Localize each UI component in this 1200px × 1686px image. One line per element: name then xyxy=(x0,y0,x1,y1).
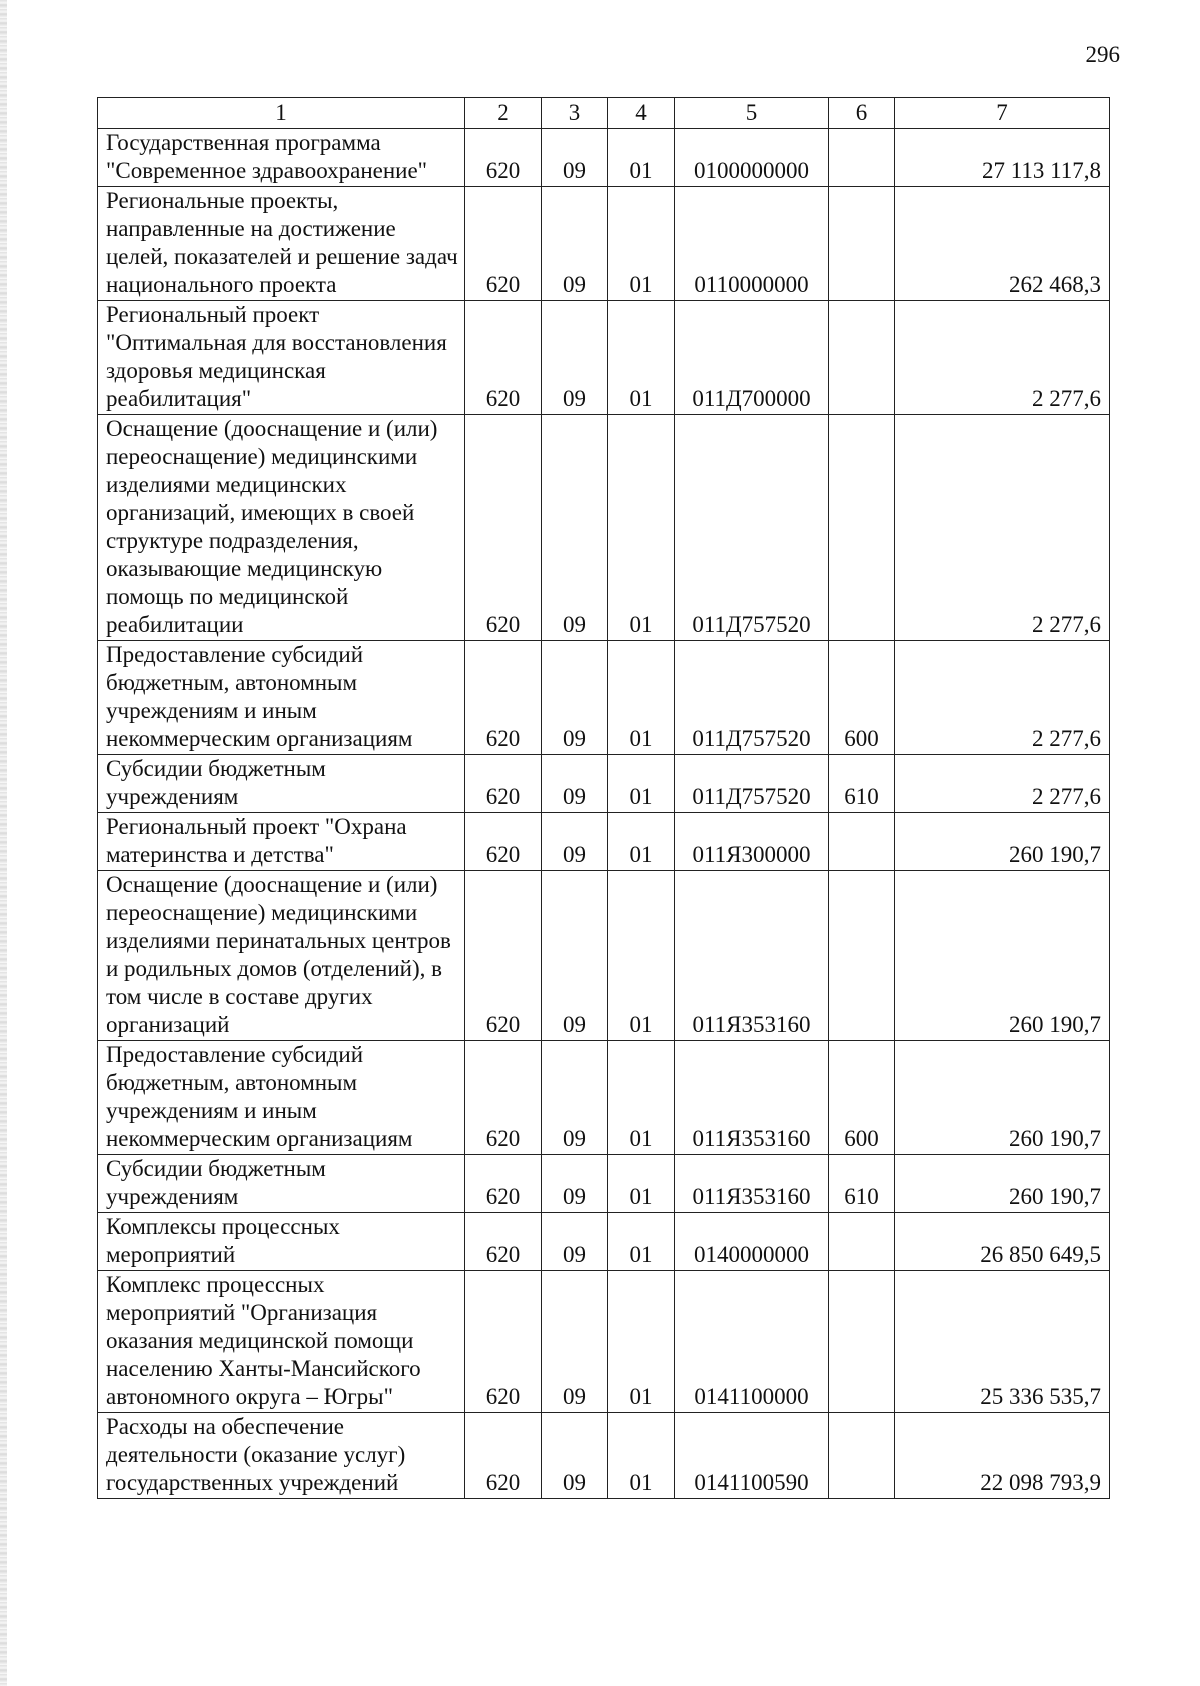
row-name: Субсидии бюджетным учреждениям xyxy=(98,1155,465,1213)
table-row xyxy=(98,1041,1110,1155)
column-header-2: 2 xyxy=(465,98,542,129)
row-name: Региональный проект "Охрана материнства и детства" xyxy=(98,813,465,871)
cell-col-6: 610 xyxy=(829,755,895,813)
column-header-4: 4 xyxy=(608,98,675,129)
cell-amount: 260 190,7 xyxy=(895,1155,1110,1213)
cell-amount: 260 190,7 xyxy=(895,1041,1110,1155)
cell-col-6 xyxy=(829,301,895,415)
cell-col-5: 011Я353160 xyxy=(675,1041,829,1155)
cell-amount: 27 113 117,8 xyxy=(895,129,1110,187)
cell-col-6 xyxy=(829,1213,895,1271)
table-row xyxy=(98,871,1110,1041)
cell-col-6: 600 xyxy=(829,1041,895,1155)
header-row xyxy=(98,98,1110,129)
table-row xyxy=(98,415,1110,641)
cell-amount: 262 468,3 xyxy=(895,187,1110,301)
cell-col-5: 0141100590 xyxy=(675,1413,829,1499)
cell-amount: 2 277,6 xyxy=(895,755,1110,813)
cell-col-6 xyxy=(829,813,895,871)
cell-col-4: 01 xyxy=(608,301,675,415)
scan-edge xyxy=(0,0,7,1686)
cell-col-6 xyxy=(829,129,895,187)
cell-col-3: 09 xyxy=(542,415,608,641)
cell-col-2: 620 xyxy=(465,187,542,301)
table-row xyxy=(98,1155,1110,1213)
cell-col-5: 0110000000 xyxy=(675,187,829,301)
cell-col-4: 01 xyxy=(608,641,675,755)
cell-col-3: 09 xyxy=(542,1213,608,1271)
cell-col-3: 09 xyxy=(542,301,608,415)
cell-amount: 2 277,6 xyxy=(895,415,1110,641)
cell-col-5: 011Я353160 xyxy=(675,871,829,1041)
column-header-6: 6 xyxy=(829,98,895,129)
cell-col-3: 09 xyxy=(542,871,608,1041)
table-row xyxy=(98,301,1110,415)
cell-amount: 260 190,7 xyxy=(895,813,1110,871)
row-name: Расходы на обеспечение деятельности (оказание услуг) государственных учреждений xyxy=(98,1413,465,1499)
cell-col-4: 01 xyxy=(608,813,675,871)
cell-col-2: 620 xyxy=(465,641,542,755)
cell-col-4: 01 xyxy=(608,755,675,813)
cell-col-5: 0141100000 xyxy=(675,1271,829,1413)
cell-col-4: 01 xyxy=(608,1213,675,1271)
table-row xyxy=(98,129,1110,187)
cell-col-5: 0100000000 xyxy=(675,129,829,187)
cell-col-3: 09 xyxy=(542,187,608,301)
row-name: Оснащение (дооснащение и (или) переоснащение) медицинскими изделиями медицинских организаций, имеющих в своей структуре подразделения, оказывающие медицинскую помощь по медицинской реабилитации xyxy=(98,415,465,641)
cell-col-6: 600 xyxy=(829,641,895,755)
cell-col-2: 620 xyxy=(465,1041,542,1155)
cell-col-6 xyxy=(829,415,895,641)
cell-col-3: 09 xyxy=(542,1155,608,1213)
cell-col-2: 620 xyxy=(465,129,542,187)
table-row xyxy=(98,187,1110,301)
row-name: Комплексы процессных мероприятий xyxy=(98,1213,465,1271)
cell-col-2: 620 xyxy=(465,1271,542,1413)
cell-col-5: 011Я300000 xyxy=(675,813,829,871)
table-row xyxy=(98,1271,1110,1413)
cell-col-3: 09 xyxy=(542,1271,608,1413)
cell-col-3: 09 xyxy=(542,1041,608,1155)
cell-col-2: 620 xyxy=(465,755,542,813)
cell-col-3: 09 xyxy=(542,813,608,871)
cell-col-6 xyxy=(829,1271,895,1413)
cell-col-6 xyxy=(829,1413,895,1499)
cell-col-4: 01 xyxy=(608,129,675,187)
row-name: Региональные проекты, направленные на достижение целей, показателей и решение задач национального проекта xyxy=(98,187,465,301)
column-header-1: 1 xyxy=(98,98,465,129)
row-name: Субсидии бюджетным учреждениям xyxy=(98,755,465,813)
cell-col-6 xyxy=(829,187,895,301)
cell-col-2: 620 xyxy=(465,1213,542,1271)
cell-col-2: 620 xyxy=(465,301,542,415)
cell-amount: 260 190,7 xyxy=(895,871,1110,1041)
cell-amount: 2 277,6 xyxy=(895,301,1110,415)
cell-col-2: 620 xyxy=(465,415,542,641)
cell-col-2: 620 xyxy=(465,1413,542,1499)
page-number: 296 xyxy=(1085,42,1120,67)
table-row xyxy=(98,755,1110,813)
row-name: Комплекс процессных мероприятий "Организация оказания медицинской помощи населению Ханты-Мансийского автономного округа – Югры" xyxy=(98,1271,465,1413)
cell-col-5: 011Д700000 xyxy=(675,301,829,415)
table-row xyxy=(98,813,1110,871)
table-row xyxy=(98,1213,1110,1271)
cell-amount: 2 277,6 xyxy=(895,641,1110,755)
cell-col-6 xyxy=(829,871,895,1041)
row-name: Предоставление субсидий бюджетным, автономным учреждениям и иным некоммерческим организациям xyxy=(98,641,465,755)
cell-amount: 22 098 793,9 xyxy=(895,1413,1110,1499)
table-row xyxy=(98,1413,1110,1499)
cell-col-3: 09 xyxy=(542,129,608,187)
cell-col-4: 01 xyxy=(608,1041,675,1155)
column-header-5: 5 xyxy=(675,98,829,129)
cell-col-5: 011Д757520 xyxy=(675,641,829,755)
cell-col-5: 011Д757520 xyxy=(675,415,829,641)
cell-col-4: 01 xyxy=(608,1155,675,1213)
row-name: Предоставление субсидий бюджетным, автономным учреждениям и иным некоммерческим организациям xyxy=(98,1041,465,1155)
cell-col-3: 09 xyxy=(542,755,608,813)
cell-col-3: 09 xyxy=(542,1413,608,1499)
column-header-7: 7 xyxy=(895,98,1110,129)
cell-col-5: 011Я353160 xyxy=(675,1155,829,1213)
cell-col-5: 0140000000 xyxy=(675,1213,829,1271)
cell-col-4: 01 xyxy=(608,871,675,1041)
cell-col-6: 610 xyxy=(829,1155,895,1213)
cell-col-2: 620 xyxy=(465,1155,542,1213)
cell-col-4: 01 xyxy=(608,1271,675,1413)
cell-col-3: 09 xyxy=(542,641,608,755)
cell-col-5: 011Д757520 xyxy=(675,755,829,813)
row-name: Оснащение (дооснащение и (или) переоснащение) медицинскими изделиями перинатальных центров и родильных домов (отделений), в том числе в составе других организаций xyxy=(98,871,465,1041)
cell-col-4: 01 xyxy=(608,1413,675,1499)
cell-amount: 25 336 535,7 xyxy=(895,1271,1110,1413)
table-row xyxy=(98,641,1110,755)
cell-col-2: 620 xyxy=(465,813,542,871)
column-header-3: 3 xyxy=(542,98,608,129)
row-name: Государственная программа "Современное здравоохранение" xyxy=(98,129,465,187)
cell-col-4: 01 xyxy=(608,415,675,641)
cell-col-2: 620 xyxy=(465,871,542,1041)
row-name: Региональный проект "Оптимальная для восстановления здоровья медицинская реабилитация" xyxy=(98,301,465,415)
cell-amount: 26 850 649,5 xyxy=(895,1213,1110,1271)
cell-col-4: 01 xyxy=(608,187,675,301)
budget-table xyxy=(97,97,1110,1499)
